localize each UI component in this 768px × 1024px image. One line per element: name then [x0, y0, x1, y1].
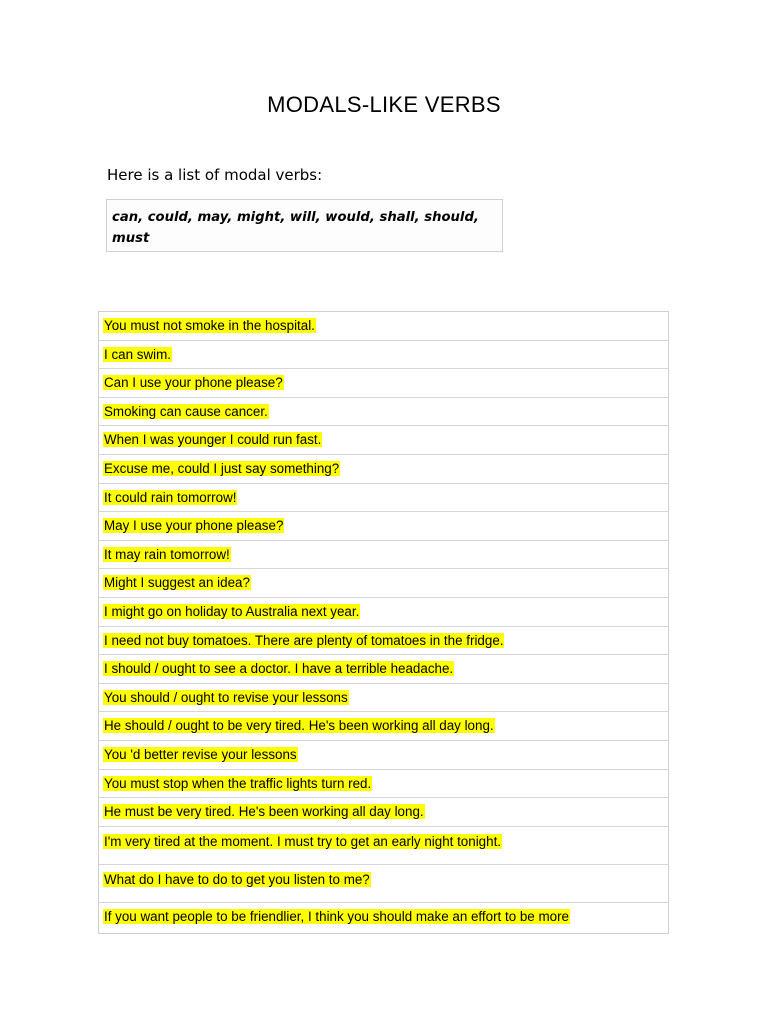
table-row [99, 312, 668, 341]
sentence-text: I can swim. [104, 346, 171, 362]
table-row [99, 770, 668, 799]
sentence-text: When I was younger I could run fast. [104, 432, 322, 448]
sentence-text: I should / ought to see a doctor. I have a terrible headache. [104, 661, 454, 677]
sentence-text: You must not smoke in the hospital. [104, 318, 315, 333]
table-row [99, 341, 668, 370]
sentence-text: Smoking can cause cancer. [104, 403, 268, 419]
table-row [99, 598, 668, 627]
table-row [99, 827, 668, 865]
table-row [99, 684, 668, 713]
table-row [99, 798, 668, 827]
table-row [99, 369, 668, 398]
table-row [99, 484, 668, 513]
sentence-text: Excuse me, could I just say something? [104, 460, 340, 476]
table-row [99, 512, 668, 541]
sentence-text: Can I use your phone please? [104, 375, 283, 391]
table-row [99, 627, 668, 656]
table-row [99, 712, 668, 741]
sentence-text: He must be very tired. He's been working all day long. [104, 804, 424, 820]
sentence-text: It could rain tomorrow! [104, 489, 237, 505]
table-row [99, 455, 668, 484]
sentence-table [98, 311, 669, 934]
table-row [99, 398, 668, 427]
sentence-text: Might I suggest an idea? [104, 575, 250, 591]
table-row [99, 865, 668, 903]
table-row [99, 541, 668, 570]
sentence-text: You must stop when the traffic lights turn red. [104, 775, 372, 791]
table-row [99, 655, 668, 684]
table-row [99, 426, 668, 455]
sentence-text: What do I have to do to get you listen to me? [104, 871, 370, 887]
sentence-text: I'm very tired at the moment. I must try to get an early night tonight. [104, 833, 502, 849]
page-title: MODALS-LIKE VERBS [267, 92, 501, 117]
sentence-text: It may rain tomorrow! [104, 546, 230, 562]
sentence-text: I need not buy tomatoes. There are plenty of tomatoes in the fridge. [104, 632, 504, 648]
modal-verbs-box [106, 199, 503, 252]
sentence-text: If you want people to be friendlier, I think you should make an effort to be more [104, 908, 569, 924]
modal-verbs-list: can, could, may, might, will, would, shall, should, must [112, 210, 479, 246]
table-row [99, 903, 668, 933]
table-row [99, 741, 668, 770]
sentence-text: You 'd better revise your lessons [104, 746, 297, 762]
table-row [99, 569, 668, 598]
sentence-text: I might go on holiday to Australia next year. [104, 603, 360, 619]
sentence-text: He should / ought to be very tired. He's been working all day long. [104, 718, 494, 734]
sentence-text: May I use your phone please? [104, 518, 284, 534]
sentence-text: You should / ought to revise your lessons [104, 689, 348, 705]
intro-text: Here is a list of modal verbs: [107, 166, 323, 184]
